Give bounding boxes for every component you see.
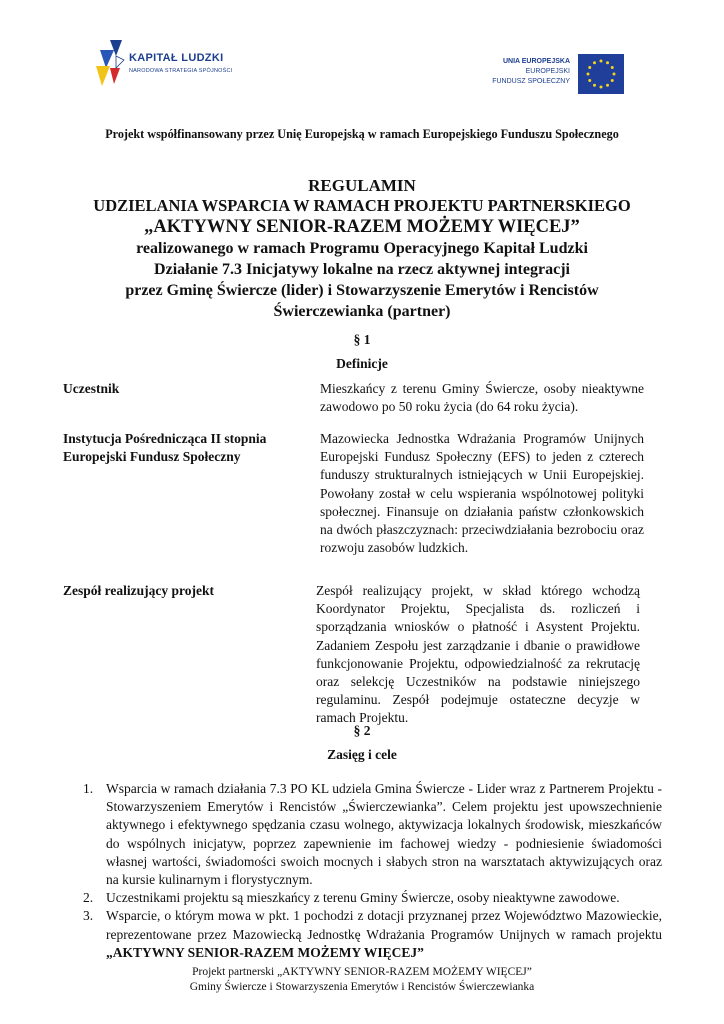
list-item xyxy=(80,907,662,962)
eu-star-icon xyxy=(593,84,596,87)
eu-star-icon xyxy=(593,61,596,64)
list-item-text: Wsparcia w ramach działania 7.3 PO KL udziela Gmina Świercze - Lider wraz z Partnerem Projektu - Stowarzyszeniem Emerytów i Rencistów „Świerczewianka”. Celem projektu jest upowszechnienie aktywnego i efektywnego spędzania czasu wolnego, aktywizacja lokalnych środowisk, mieszkańców do wspólnych inicjatyw, poprzez zapewnienie im fachowej wiedzy - podniesienie świadomości własnej wartości, świadomości swoich mocnych i słabych stron na warsztatach aktywizujących oraz na kursie kulinarnym i florystycznym. xyxy=(106,781,662,888)
eu-star-icon xyxy=(588,66,591,69)
kapital-ludzki-emblem-icon xyxy=(96,38,126,90)
list-item-number: 3. xyxy=(83,908,94,924)
eu-star-icon xyxy=(613,73,616,76)
list-item-text: Wsparcie, o którym mowa w pkt. 1 pochodzi z dotacji przyznanej przez Województwo Mazowieckie, reprezentowane przez Mazowiecką Jednostkę Wdrażania Programów Unijnych w ramach projektu xyxy=(106,908,662,942)
document-title xyxy=(0,176,724,322)
list-item xyxy=(80,780,662,889)
title-line-2: UDZIELANIA WSPARCIA W RAMACH PROJEKTU PARTNERSKIEGO xyxy=(93,196,631,215)
definition-description: Mazowiecka Jednostka Wdrażania Programów Unijnych Europejski Fundusz Społeczny (EFS) to jeden z czterech funduszy strukturalnych istniejących w Unii Europejskiej. Powołany został w celu wspierania wspólnotowej polityki społecznej. Finansuje on działania państw członkowskich na dwóch płaszczyznach: przeciwdziałania bezrobociu oraz rozwoju zasobów ludzkich. xyxy=(320,431,644,556)
definition-description: Zespół realizujący projekt, w skład którego wchodzą Koordynator Projektu, Specjalista ds. rozliczeń i sporządzania wniosków o płatność i Asystent Projektu. Zadaniem Zespołu jest zarządzanie i dbanie o prawidłowe funkcjonowanie Projektu, odpowiedzialność za rekrutację oraz selekcję Uczestników na podstawie niniejszego regulaminu. Zespół podejmuje ostateczne decyzje w ramach Projektu. xyxy=(316,583,640,726)
definition-term-line: Uczestnik xyxy=(63,381,120,396)
eu-star-icon xyxy=(606,84,609,87)
section1-number: § 1 xyxy=(353,332,371,347)
title-line-5: Działanie 7.3 Inicjatywy lokalne na rzecz aktywnej integracji xyxy=(154,261,570,278)
project-name-bold: „AKTYWNY SENIOR-RAZEM MOŻEMY WIĘCEJ” xyxy=(106,944,424,960)
definition-term-line: Zespół realizujący projekt xyxy=(63,583,214,598)
page-footer xyxy=(0,965,724,995)
eu-star-icon xyxy=(611,79,614,82)
section1-heading: Definicje xyxy=(336,356,388,371)
kapital-ludzki-logo xyxy=(96,38,256,90)
definition-description: Mieszkańcy z terenu Gminy Świercze, osoby nieaktywne zawodowo po 50 roku życia (do 64 roku życia). xyxy=(320,381,644,415)
eu-star-icon xyxy=(588,79,591,82)
title-line-6: przez Gminę Świercze (lider) i Stowarzyszenie Emerytów i Rencistów xyxy=(125,282,599,299)
list-item-number: 2. xyxy=(83,890,94,906)
kapital-ludzki-title: KAPITAŁ LUDZKI xyxy=(129,52,224,64)
section2-number: § 2 xyxy=(353,723,371,738)
eu-logo xyxy=(488,52,638,96)
definition-term xyxy=(63,380,303,398)
eu-logo-line3: FUNDUSZ SPOŁECZNY xyxy=(492,78,570,85)
eu-logo-line2: EUROPEJSKI xyxy=(525,68,570,75)
eu-flag-icon xyxy=(578,54,624,94)
title-line-3: „AKTYWNY SENIOR-RAZEM MOŻEMY WIĘCEJ” xyxy=(144,217,580,237)
definition-term xyxy=(63,582,303,600)
definition-term-line: Europejski Fundusz Społeczny xyxy=(63,449,241,464)
definition-term xyxy=(63,430,303,466)
section2-heading: Zasięg i cele xyxy=(327,747,397,762)
kapital-ludzki-subtitle: NARODOWA STRATEGIA SPÓJNOŚCI xyxy=(129,68,233,74)
title-line-1: REGULAMIN xyxy=(308,176,416,195)
list-item-number: 1. xyxy=(83,781,94,796)
eu-logo-line1: UNIA EUROPEJSKA xyxy=(502,58,570,65)
title-line-7: Świerczewianka (partner) xyxy=(273,303,451,320)
eu-star-icon xyxy=(587,73,590,76)
cofinancing-note: Projekt współfinansowany przez Unię Europejską w ramach Europejskiego Funduszu Społecznego xyxy=(105,127,619,141)
footer-line-1: Projekt partnerski „AKTYWNY SENIOR-RAZEM MOŻEMY WIĘCEJ” xyxy=(192,966,532,978)
eu-star-icon xyxy=(606,61,609,64)
eu-star-icon xyxy=(611,66,614,69)
list-item-text: Uczestnikami projektu są mieszkańcy z terenu Gminy Świercze, osoby nieaktywne zawodowe. xyxy=(106,890,620,906)
definition-term-line: Instytucja Pośrednicząca II stopnia xyxy=(63,431,267,446)
section2-list xyxy=(80,780,662,962)
eu-star-icon xyxy=(600,86,603,89)
eu-star-icon xyxy=(600,60,603,63)
title-line-4: realizowanego w ramach Programu Operacyjnego Kapitał Ludzki xyxy=(136,240,588,257)
list-item xyxy=(80,889,662,907)
footer-line-2: Gminy Świercze i Stowarzyszenia Emerytów i Rencistów Świerczewianka xyxy=(189,981,535,993)
